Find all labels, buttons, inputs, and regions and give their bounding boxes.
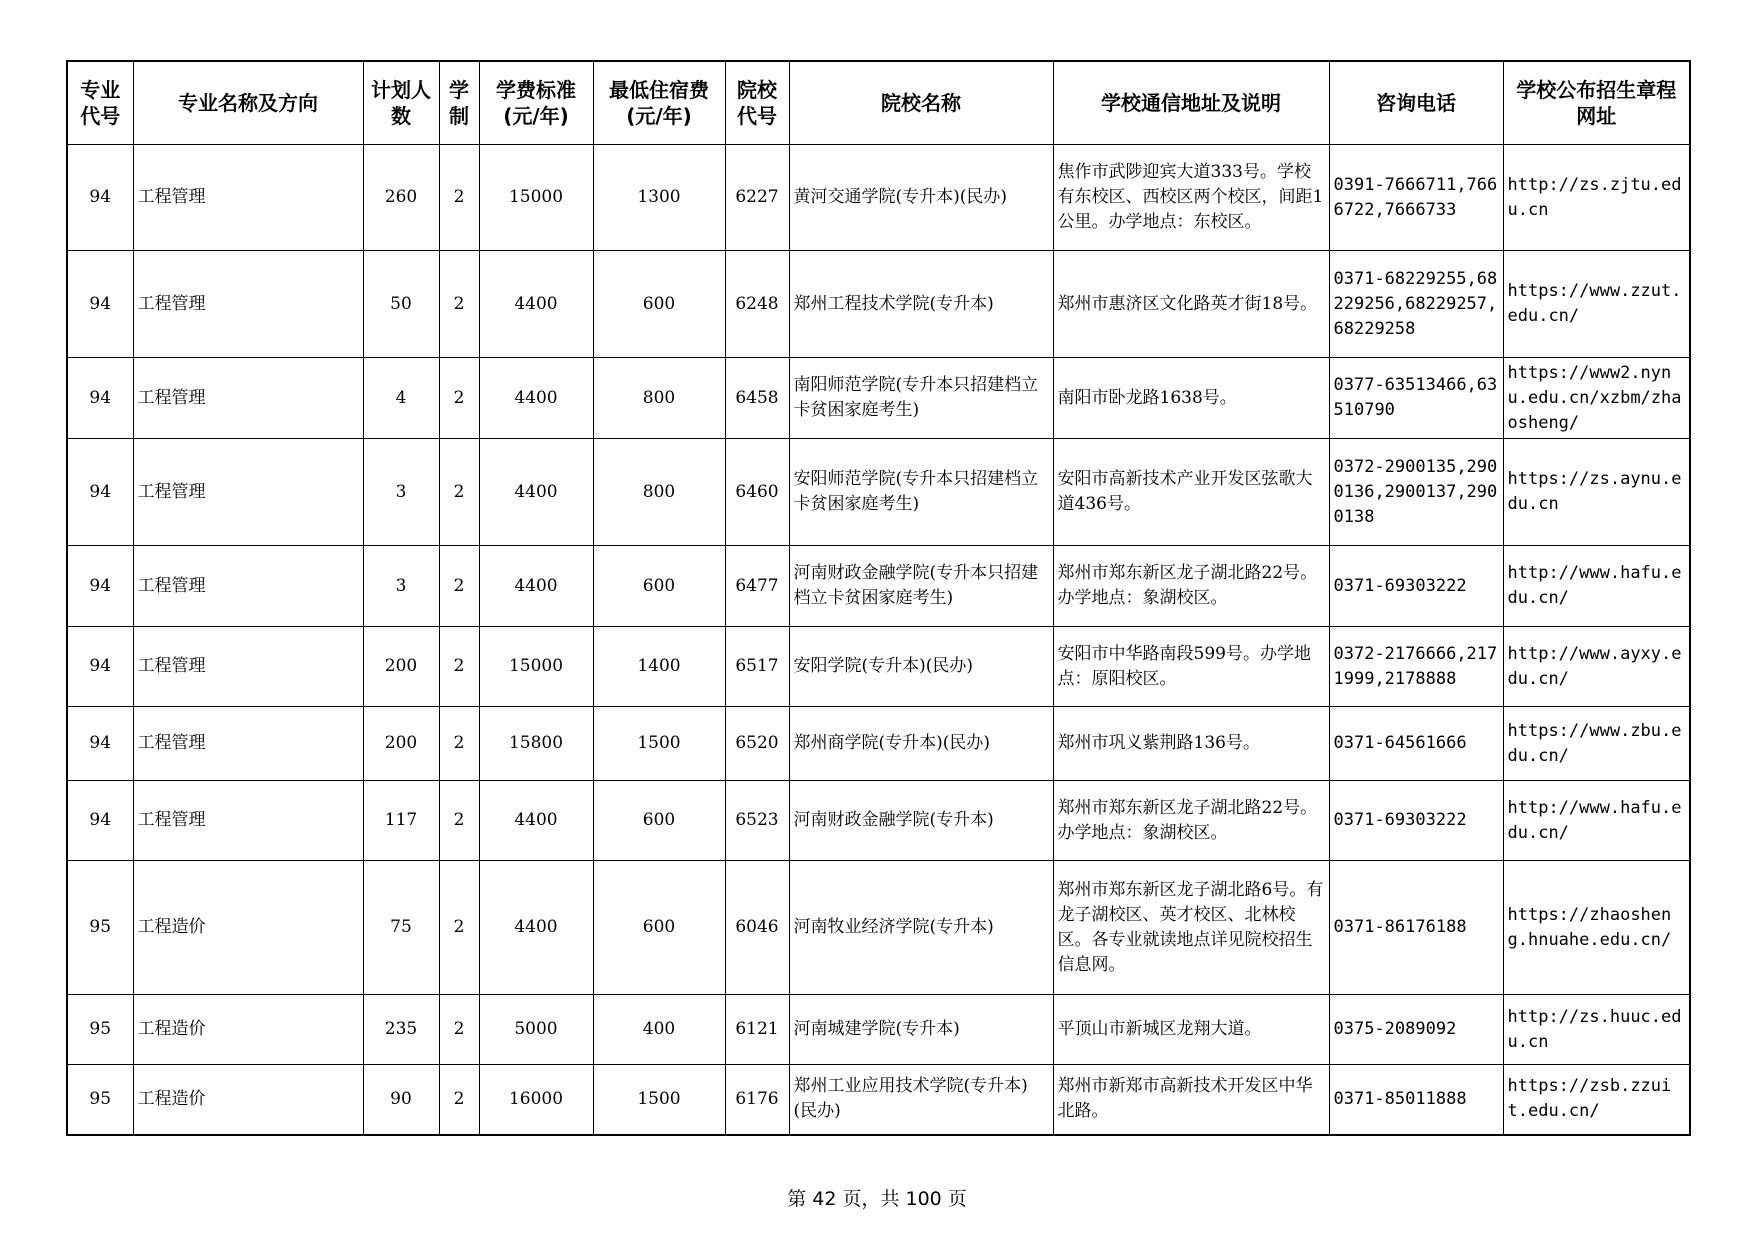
cell-school-name: 河南城建学院(专升本) <box>789 995 1053 1065</box>
cell-school-name: 安阳学院(专升本)(民办) <box>789 627 1053 707</box>
cell-years: 2 <box>439 995 479 1065</box>
cell-years: 2 <box>439 861 479 995</box>
header-plan: 计划人数 <box>363 61 439 145</box>
cell-tuition: 4400 <box>479 251 593 358</box>
cell-url: https://zsb.zzuit.edu.cn/ <box>1503 1065 1690 1135</box>
cell-plan: 75 <box>363 861 439 995</box>
cell-major: 工程管理 <box>133 627 363 707</box>
header-url: 学校公布招生章程网址 <box>1503 61 1690 145</box>
cell-years: 2 <box>439 145 479 251</box>
cell-address: 郑州市惠济区文化路英才街18号。 <box>1053 251 1329 358</box>
cell-code: 94 <box>67 707 133 781</box>
cell-major: 工程管理 <box>133 707 363 781</box>
cell-school-code: 6227 <box>725 145 789 251</box>
cell-address: 平顶山市新城区龙翔大道。 <box>1053 995 1329 1065</box>
cell-code: 94 <box>67 781 133 861</box>
cell-code: 94 <box>67 627 133 707</box>
cell-dorm: 600 <box>593 861 725 995</box>
header-major: 专业名称及方向 <box>133 61 363 145</box>
table-row <box>67 861 1690 995</box>
cell-school-name: 南阳师范学院(专升本只招建档立卡贫困家庭考生) <box>789 358 1053 439</box>
cell-plan: 4 <box>363 358 439 439</box>
cell-years: 2 <box>439 781 479 861</box>
cell-address: 安阳市中华路南段599号。办学地点：原阳校区。 <box>1053 627 1329 707</box>
cell-plan: 235 <box>363 995 439 1065</box>
cell-url: http://www.hafu.edu.cn/ <box>1503 781 1690 861</box>
cell-dorm: 600 <box>593 546 725 627</box>
cell-major: 工程造价 <box>133 995 363 1065</box>
table-row <box>67 358 1690 439</box>
header-tuition: 学费标准(元/年) <box>479 61 593 145</box>
cell-plan: 260 <box>363 145 439 251</box>
enrollment-table-container <box>66 60 1691 1136</box>
cell-school-code: 6046 <box>725 861 789 995</box>
cell-code: 95 <box>67 995 133 1065</box>
cell-code: 94 <box>67 145 133 251</box>
cell-phone: 0375-2089092 <box>1329 995 1503 1065</box>
cell-dorm: 600 <box>593 781 725 861</box>
cell-major: 工程管理 <box>133 781 363 861</box>
cell-code: 95 <box>67 1065 133 1135</box>
table-row <box>67 439 1690 546</box>
cell-code: 94 <box>67 358 133 439</box>
cell-address: 郑州市郑东新区龙子湖北路22号。办学地点：象湖校区。 <box>1053 781 1329 861</box>
cell-code: 94 <box>67 439 133 546</box>
cell-address: 焦作市武陟迎宾大道333号。学校有东校区、西校区两个校区，间距1公里。办学地点：东校区。 <box>1053 145 1329 251</box>
cell-plan: 3 <box>363 546 439 627</box>
cell-years: 2 <box>439 439 479 546</box>
cell-address: 郑州市巩义紫荆路136号。 <box>1053 707 1329 781</box>
cell-phone: 0391-7666711,7666722,7666733 <box>1329 145 1503 251</box>
cell-school-code: 6121 <box>725 995 789 1065</box>
cell-tuition: 5000 <box>479 995 593 1065</box>
cell-plan: 50 <box>363 251 439 358</box>
cell-tuition: 4400 <box>479 546 593 627</box>
cell-address: 郑州市郑东新区龙子湖北路6号。有龙子湖校区、英才校区、北林校区。各专业就读地点详见院校招生信息网。 <box>1053 861 1329 995</box>
cell-phone: 0371-68229255,68229256,68229257,68229258 <box>1329 251 1503 358</box>
table-row <box>67 145 1690 251</box>
cell-years: 2 <box>439 627 479 707</box>
cell-major: 工程管理 <box>133 358 363 439</box>
cell-major: 工程造价 <box>133 861 363 995</box>
header-row <box>67 61 1690 145</box>
cell-school-name: 河南牧业经济学院(专升本) <box>789 861 1053 995</box>
header-address: 学校通信地址及说明 <box>1053 61 1329 145</box>
cell-phone: 0372-2176666,2171999,2178888 <box>1329 627 1503 707</box>
cell-dorm: 1500 <box>593 1065 725 1135</box>
cell-school-code: 6520 <box>725 707 789 781</box>
cell-dorm: 800 <box>593 439 725 546</box>
cell-dorm: 400 <box>593 995 725 1065</box>
cell-url: https://www.zbu.edu.cn/ <box>1503 707 1690 781</box>
table-row <box>67 707 1690 781</box>
cell-school-code: 6176 <box>725 1065 789 1135</box>
cell-tuition: 4400 <box>479 358 593 439</box>
cell-phone: 0377-63513466,63510790 <box>1329 358 1503 439</box>
cell-school-name: 郑州商学院(专升本)(民办) <box>789 707 1053 781</box>
enrollment-table <box>66 60 1691 1136</box>
cell-plan: 117 <box>363 781 439 861</box>
cell-plan: 3 <box>363 439 439 546</box>
page-footer: 第 42 页，共 100 页 <box>787 1188 967 1210</box>
cell-tuition: 15800 <box>479 707 593 781</box>
cell-school-code: 6523 <box>725 781 789 861</box>
table-row <box>67 995 1690 1065</box>
cell-school-name: 河南财政金融学院(专升本) <box>789 781 1053 861</box>
cell-major: 工程管理 <box>133 251 363 358</box>
cell-code: 94 <box>67 546 133 627</box>
cell-phone: 0372-2900135,2900136,2900137,2900138 <box>1329 439 1503 546</box>
header-years: 学制 <box>439 61 479 145</box>
cell-major: 工程管理 <box>133 439 363 546</box>
cell-tuition: 4400 <box>479 439 593 546</box>
cell-major: 工程管理 <box>133 145 363 251</box>
cell-years: 2 <box>439 1065 479 1135</box>
cell-school-name: 黄河交通学院(专升本)(民办) <box>789 145 1053 251</box>
cell-school-code: 6460 <box>725 439 789 546</box>
table-row <box>67 781 1690 861</box>
cell-school-name: 安阳师范学院(专升本只招建档立卡贫困家庭考生) <box>789 439 1053 546</box>
cell-years: 2 <box>439 251 479 358</box>
header-school-name: 院校名称 <box>789 61 1053 145</box>
cell-code: 94 <box>67 251 133 358</box>
cell-tuition: 15000 <box>479 627 593 707</box>
cell-tuition: 15000 <box>479 145 593 251</box>
cell-phone: 0371-69303222 <box>1329 546 1503 627</box>
cell-url: https://zhaosheng.hnuahe.edu.cn/ <box>1503 861 1690 995</box>
table-row <box>67 1065 1690 1135</box>
table-row <box>67 546 1690 627</box>
cell-major: 工程造价 <box>133 1065 363 1135</box>
cell-major: 工程管理 <box>133 546 363 627</box>
cell-phone: 0371-85011888 <box>1329 1065 1503 1135</box>
cell-url: https://www2.nynu.edu.cn/xzbm/zhaosheng/ <box>1503 358 1690 439</box>
cell-years: 2 <box>439 707 479 781</box>
cell-school-code: 6477 <box>725 546 789 627</box>
cell-phone: 0371-69303222 <box>1329 781 1503 861</box>
cell-plan: 200 <box>363 627 439 707</box>
cell-school-name: 河南财政金融学院(专升本只招建档立卡贫困家庭考生) <box>789 546 1053 627</box>
table-row <box>67 251 1690 358</box>
cell-school-code: 6248 <box>725 251 789 358</box>
cell-address: 郑州市郑东新区龙子湖北路22号。办学地点：象湖校区。 <box>1053 546 1329 627</box>
table-body <box>67 145 1690 1135</box>
cell-years: 2 <box>439 546 479 627</box>
cell-school-code: 6458 <box>725 358 789 439</box>
cell-dorm: 1300 <box>593 145 725 251</box>
cell-address: 南阳市卧龙路1638号。 <box>1053 358 1329 439</box>
cell-url: http://www.hafu.edu.cn/ <box>1503 546 1690 627</box>
cell-url: http://zs.zjtu.edu.cn <box>1503 145 1690 251</box>
cell-tuition: 16000 <box>479 1065 593 1135</box>
cell-phone: 0371-64561666 <box>1329 707 1503 781</box>
cell-url: http://zs.huuc.edu.cn <box>1503 995 1690 1065</box>
table-row <box>67 627 1690 707</box>
cell-tuition: 4400 <box>479 861 593 995</box>
header-phone: 咨询电话 <box>1329 61 1503 145</box>
cell-address: 安阳市高新技术产业开发区弦歌大道436号。 <box>1053 439 1329 546</box>
cell-url: https://zs.aynu.edu.cn <box>1503 439 1690 546</box>
header-code: 专业代号 <box>67 61 133 145</box>
cell-dorm: 1400 <box>593 627 725 707</box>
header-school-code: 院校代号 <box>725 61 789 145</box>
header-dorm: 最低住宿费(元/年) <box>593 61 725 145</box>
cell-school-name: 郑州工程技术学院(专升本) <box>789 251 1053 358</box>
cell-url: http://www.ayxy.edu.cn/ <box>1503 627 1690 707</box>
cell-tuition: 4400 <box>479 781 593 861</box>
cell-phone: 0371-86176188 <box>1329 861 1503 995</box>
cell-address: 郑州市新郑市高新技术开发区中华北路。 <box>1053 1065 1329 1135</box>
cell-dorm: 800 <box>593 358 725 439</box>
cell-school-name: 郑州工业应用技术学院(专升本)(民办) <box>789 1065 1053 1135</box>
cell-code: 95 <box>67 861 133 995</box>
cell-dorm: 600 <box>593 251 725 358</box>
cell-dorm: 1500 <box>593 707 725 781</box>
cell-url: https://www.zzut.edu.cn/ <box>1503 251 1690 358</box>
cell-school-code: 6517 <box>725 627 789 707</box>
cell-plan: 200 <box>363 707 439 781</box>
cell-plan: 90 <box>363 1065 439 1135</box>
cell-years: 2 <box>439 358 479 439</box>
